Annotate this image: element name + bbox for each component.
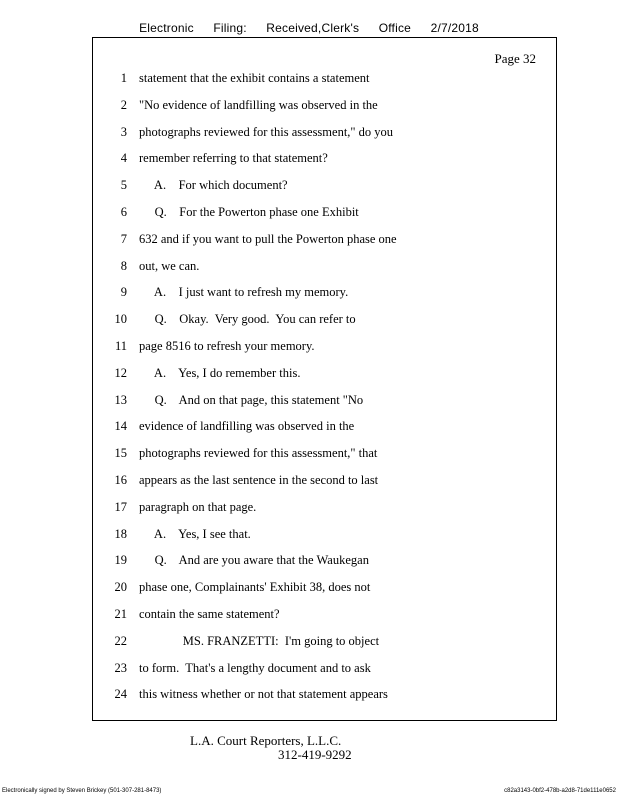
transcript-page <box>92 37 557 721</box>
transcript-line <box>93 339 556 359</box>
transcript-line <box>93 473 556 493</box>
line-text: contain the same statement? <box>139 607 280 621</box>
transcript-line <box>93 312 556 332</box>
line-number: 18 <box>114 526 127 541</box>
line-text: this witness whether or not that statement appears <box>139 687 388 702</box>
electronic-signature-note: Electronically signed by Steven Brickey (501-307-281-8473) <box>2 788 162 794</box>
line-text: statement that the exhibit contains a statement <box>139 71 370 85</box>
line-number: 23 <box>114 660 127 675</box>
line-text: MS. FRANZETTI: I'm going to object <box>139 633 380 648</box>
filing-stamp-filing: Filing: <box>213 21 247 35</box>
line-number: 20 <box>114 580 127 595</box>
filing-stamp-office: Office <box>378 21 412 35</box>
line-number: 9 <box>120 285 127 300</box>
page-number: Page 32 <box>494 51 536 66</box>
line-number: 15 <box>114 446 127 461</box>
transcript-line <box>93 527 556 547</box>
line-text: A. Yes, I see that. <box>139 526 251 541</box>
line-text: appears as the last sentence in the second to last <box>139 473 379 487</box>
line-number: 14 <box>114 419 127 434</box>
line-number: 6 <box>120 205 127 219</box>
line-text: evidence of landfilling was observed in the <box>139 419 355 434</box>
line-text: photographs reviewed for this assessment," do you <box>139 124 394 139</box>
filing-stamp-electronic: Electronic <box>139 21 194 35</box>
line-text: to form. That's a lengthy document and to ask <box>139 660 371 675</box>
line-text: remember referring to that statement? <box>139 151 328 166</box>
transcript-line <box>93 500 556 520</box>
line-number: 2 <box>120 97 127 112</box>
line-text: out, we can. <box>139 258 200 273</box>
transcript-line <box>93 71 556 91</box>
transcript-line <box>93 661 556 681</box>
line-number: 3 <box>120 124 127 139</box>
transcript-line <box>93 580 556 600</box>
transcript-line <box>93 393 556 413</box>
line-text: Q. For the Powerton phase one Exhibit <box>139 205 359 219</box>
transcript-line <box>93 607 556 627</box>
line-text: Q. And on that page, this statement "No <box>139 392 364 407</box>
line-text: A. Yes, I do remember this. <box>139 365 301 380</box>
filing-stamp-received: Received,Clerk's <box>266 21 360 35</box>
transcript-line <box>93 98 556 118</box>
line-text: phase one, Complainants' Exhibit 38, does not <box>139 580 371 595</box>
line-text: photographs reviewed for this assessment," that <box>139 446 378 461</box>
line-number: 10 <box>114 312 127 327</box>
line-number: 5 <box>120 178 127 193</box>
transcript-line <box>93 285 556 305</box>
line-text: "No evidence of landfilling was observed in the <box>139 97 378 112</box>
transcript-line <box>93 553 556 573</box>
line-number: 8 <box>120 258 127 273</box>
line-number: 22 <box>114 633 127 648</box>
line-text: A. I just want to refresh my memory. <box>139 285 349 300</box>
filing-stamp-date: 2/7/2018 <box>430 21 479 35</box>
transcript-line <box>93 687 556 707</box>
line-text: Q. Okay. Very good. You can refer to <box>139 312 356 327</box>
transcript-line <box>93 366 556 386</box>
transcript-line <box>93 178 556 198</box>
line-text: paragraph on that page. <box>139 499 257 514</box>
line-number: 12 <box>114 365 127 380</box>
transcript-line <box>93 634 556 654</box>
line-number: 21 <box>114 607 127 621</box>
line-number: 24 <box>114 687 127 702</box>
line-text: 632 and if you want to pull the Powerton phase one <box>139 231 397 246</box>
transcript-line <box>93 205 556 225</box>
line-number: 13 <box>114 392 127 407</box>
transcript-line <box>93 125 556 145</box>
transcript-line <box>93 446 556 466</box>
line-number: 17 <box>114 499 127 514</box>
transcript-line <box>93 259 556 279</box>
line-number: 11 <box>114 339 127 353</box>
line-number: 1 <box>120 71 127 85</box>
transcript-line <box>93 419 556 439</box>
document-hash-id: c82a3143-0bf2-478b-a2d8-71de111e0652 <box>504 788 616 794</box>
transcript-line <box>93 151 556 171</box>
filing-stamp-header <box>0 21 618 35</box>
line-text: A. For which document? <box>139 178 288 193</box>
line-number: 7 <box>120 231 127 246</box>
court-reporter-name: L.A. Court Reporters, L.L.C. <box>190 733 342 748</box>
court-reporter-phone: 312-419-9292 <box>278 747 352 762</box>
line-text: page 8516 to refresh your memory. <box>139 339 315 353</box>
line-number: 16 <box>114 473 127 487</box>
transcript-line <box>93 232 556 252</box>
line-number: 4 <box>120 151 127 166</box>
line-text: Q. And are you aware that the Waukegan <box>139 553 369 568</box>
line-number: 19 <box>114 553 127 568</box>
